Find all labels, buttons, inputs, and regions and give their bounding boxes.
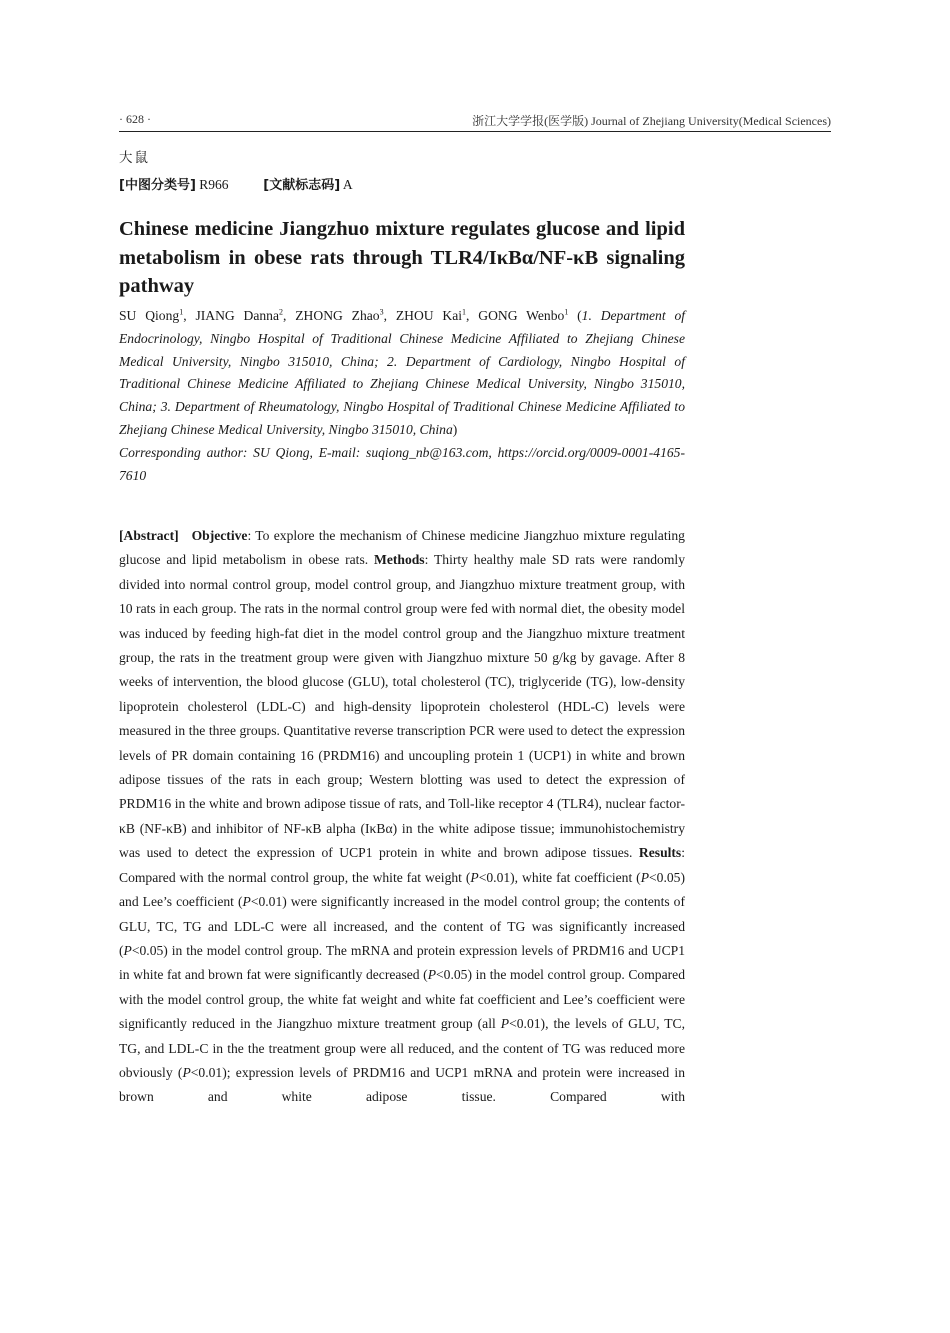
author-block: SU Qiong$^1$, JIANG Danna$^2$, ZHONG Zhao$^3$, ZHOU Kai$^1$, GONG Wenbo$^1$ (1. Department of Endocrinology, Ningbo Hospital of Traditional Chinese Medicine Affiliated to Zhejiang Chinese Medical University, Ningbo 315010, China; 2. Department of Cardiology, Ningbo Hospital of Traditional Chinese Medicine Affiliated to Zhejiang Chinese Medical University, Ningbo 315010, China; 3. Department of Rheumatology, Ningbo Hospital of Traditional Chinese Medicine Affiliated to Zhejiang Chinese Medical University, Ningbo 315010, China) Corresponding author: SU Qiong, E-mail: suqiong_nb@163.com, https://orcid.org/0009-0001-4165-7610 bbox=[119, 307, 686, 483]
abstract-label: [Abstract] bbox=[119, 528, 179, 543]
page-number: · 628 · bbox=[119, 112, 151, 126]
author-name: SU Qiong bbox=[119, 308, 180, 323]
article-title: Chinese medicine Jiangzhuo mixture regulates glucose and lipid metabolism in obese rats through TLR4/IκBα/NF-κB signaling pathway bbox=[119, 218, 685, 297]
methods-text: : Thirty healthy male SD rats were randomly divided into normal control group, model control group, and Jiangzhuo mixture treatment group, with 10 rats in each group. The rats in the normal control group were fed with normal diet, the obesity model was induced by feeding high-fat diet in the model control group and the Jiangzhuo mixture treatment group, the rats in the treatment group were given with Jiangzhuo mixture 50 g/kg by gavage. After 8 weeks of intervention, the blood glucose (GLU), total cholesterol (TC), triglyceride (TG), low-density lipoprotein cholesterol (LDL-C) and high-density lipoprotein cholesterol (HDL-C) levels were measured in the three groups. Quantitative reverse transcription PCR were used to detect the expression levels of PR domain containing 16 (PRDM16) and uncoupling protein 1 (UCP1) in white and brown adipose tissues of the rats in each group; Western blotting was used to detect the expression of PRDM16 in the white and brown adipose tissue of rats, and Toll-like receptor 4 (TLR4), nuclear factor-κB (NF-κB) and inhibitor of NF-κB alpha (IκBα) in the white adipose tissue; immunohistochemistry was used to detect the expression of UCP1 protein in white and brown adipose tissues. bbox=[119, 552, 685, 861]
clc-label: [中图分类号] bbox=[119, 178, 196, 193]
doc-code-label: [文献标志码] bbox=[263, 178, 341, 193]
author-name: GONG Wenbo bbox=[478, 308, 565, 323]
header-rule bbox=[119, 131, 831, 132]
author-name: ZHOU Kai bbox=[395, 308, 463, 323]
results-text: : Compared with the normal control group, the white fat weight (P<0.01), white fat coefficient (P<0.05) and Lee’s coefficient (P<0.01) were significantly increased in the model control group; the contents of GLU, TC, TG and LDL-C were all increased, and the content of TG was significantly increased (P<0.05) in the model control group. The mRNA and protein expression levels of PRDM16 and UCP1 in white fat and brown fat were significantly decreased (P<0.05) in the model control group. Compared with the model control group, the white fat weight and white fat coefficient and Lee’s coefficient were significantly reduced in the Jiangzhuo mixture treatment group (all P<0.01), the levels of GLU, TC, TG, and LDL-C in the the treatment group were all reduced, and the content of TG was reduced more obviously (P<0.01); expression levels of PRDM16 and UCP1 mRNA and protein were increased in brown and white adipose tissue. Compared with bbox=[119, 845, 686, 1105]
author-name: JIANG Danna bbox=[195, 308, 280, 323]
objective-label: Objective bbox=[191, 528, 248, 543]
results-label: Results bbox=[638, 845, 682, 861]
author-name: ZHONG Zhao bbox=[295, 308, 380, 323]
author-affiliation-index: 1 bbox=[462, 307, 467, 317]
classification-line bbox=[119, 175, 685, 196]
methods-label: Methods bbox=[374, 552, 425, 568]
journal-name: 浙江大学学报(医学版) Journal of Zhejiang University(Medical Sciences) bbox=[472, 114, 831, 128]
author-affiliation-index: 1 bbox=[179, 307, 184, 317]
author-affiliation-index: 1 bbox=[564, 307, 569, 317]
objective-text: : To explore the mechanism of Chinese medicine Jiangzhuo mixture regulating glucose and lipid metabolism in obese rats. bbox=[119, 528, 685, 568]
abstract bbox=[119, 524, 685, 1110]
corresponding-author: Corresponding author: SU Qiong, E-mail: suqiong_nb@163.com, https://orcid.org/0009-0001-4165-7610 bbox=[119, 444, 685, 483]
affiliations: 1. Department of Endocrinology, Ningbo Hospital of Traditional Chinese Medicine Affiliated to Zhejiang Chinese Medical University, Ningbo 315010, China; 2. Department of Cardiology, Ningbo Hospital of Traditional Chinese Medicine Affiliated to Zhejiang Chinese Medical University, Ningbo 315010, China; 3. Department of Rheumatology, Ningbo Hospital of Traditional Chinese Medicine Affiliated to Zhejiang Chinese Medical University, Ningbo 315010, China bbox=[119, 308, 686, 437]
author-affiliation-index: 3 bbox=[379, 307, 384, 317]
author-affiliation-index: 2 bbox=[279, 307, 284, 317]
doc-code-value: A bbox=[342, 177, 353, 192]
keyword-continuation: 大鼠 bbox=[119, 150, 150, 165]
clc-value: R966 bbox=[199, 177, 229, 192]
running-header bbox=[119, 110, 831, 130]
